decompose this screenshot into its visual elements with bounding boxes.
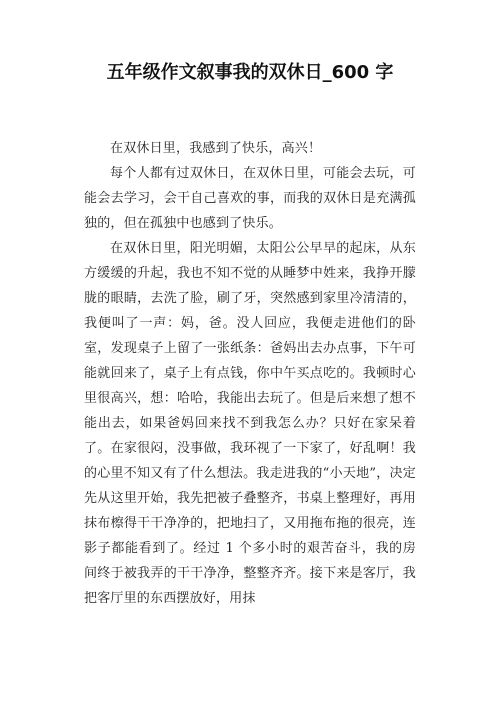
document-body (84, 136, 416, 611)
document-title: 五年级作文叙事我的双休日_600 字 (106, 62, 394, 83)
paragraph-3: 在双休日里，阳光明媚，太阳公公早早的起床，从东方缓缓的升起，我也不知不觉的从睡梦中姓来，我挣开朦胧的眼睛，去洗了脸，刷了牙，突然感到家里冷清清的，我便叫了一声：妈，爸。没人回应，我便走进他们的卧室，发现桌子上留了一张纸条：爸妈出去办点事，下午可能就回来了，桌子上有点钱，你中午买点吃的。我顿时心里很高兴，想：哈哈，我能出去玩了。但是后来想了想不能出去，如果爸妈回来找不到我怎么办？只好在家呆着了。在家很闷，没事做，我环视了一下家了，好乱啊！我的心里不知又有了什么想法。我走进我的“小天地”，决定先从这里开始，我先把被子叠整齐，书桌上整理好，再用抹布檫得干干净净的，把地扫了，又用拖布拖的很亮，连影子都能看到了。经过 1 个多小时的艰苦奋斗，我的房间终于被我弄的干干净净，整整齐齐。接下来是客厅，我把客厅里的东西摆放好，用抹 (84, 241, 416, 606)
paragraph-2: 每个人都有过双休日，在双休日里，可能会去玩，可能会去学习，会干自己喜欢的事，而我的双休日是充满孤独的，但在孤独中也感到了快乐。 (84, 166, 416, 231)
paragraph-1: 在双休日里，我感到了快乐，高兴！ (110, 141, 322, 156)
